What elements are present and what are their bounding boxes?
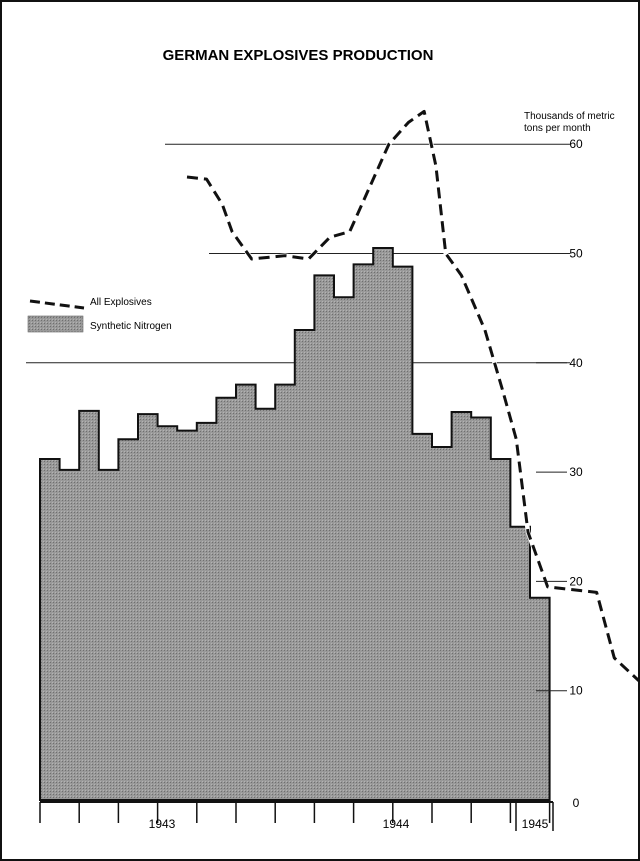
synthetic-nitrogen-bar bbox=[432, 447, 452, 800]
synthetic-nitrogen-bar bbox=[197, 423, 217, 800]
x-year-label-1943: 1943 bbox=[148, 817, 176, 831]
chart-svg bbox=[2, 2, 638, 859]
synthetic-nitrogen-bar bbox=[275, 385, 295, 800]
synthetic-nitrogen-bar bbox=[530, 598, 550, 800]
synthetic-nitrogen-bar bbox=[373, 248, 393, 800]
legend-swatch-synthetic-nitrogen bbox=[28, 316, 83, 332]
synthetic-nitrogen-bar bbox=[471, 417, 491, 800]
synthetic-nitrogen-bar bbox=[177, 431, 197, 800]
legend-swatch-all-explosives bbox=[30, 301, 84, 308]
x-axis bbox=[40, 802, 553, 831]
synthetic-nitrogen-bar bbox=[491, 459, 511, 800]
synthetic-nitrogen-bar bbox=[60, 470, 80, 800]
y-tick-label: 60 bbox=[569, 137, 583, 152]
synthetic-nitrogen-bar bbox=[79, 411, 99, 800]
y-tick-label: 30 bbox=[569, 465, 583, 480]
synthetic-nitrogen-bar bbox=[138, 414, 158, 800]
y-axis-label-line-1: Thousands of metric bbox=[524, 111, 615, 122]
synthetic-nitrogen-bar bbox=[510, 527, 530, 800]
synthetic-nitrogen-bar bbox=[452, 412, 472, 800]
synthetic-nitrogen-bar bbox=[216, 398, 236, 800]
synthetic-nitrogen-bar bbox=[354, 264, 374, 800]
synthetic-nitrogen-bar bbox=[295, 330, 315, 800]
y-tick-label: 0 bbox=[572, 796, 580, 810]
y-tick-label: 20 bbox=[569, 574, 583, 589]
synthetic-nitrogen-bar bbox=[118, 439, 138, 800]
synthetic-nitrogen-bar bbox=[412, 434, 432, 800]
legend-label-synthetic-nitrogen: Synthetic Nitrogen bbox=[90, 321, 172, 332]
synthetic-nitrogen-bar bbox=[40, 459, 60, 800]
synthetic-nitrogen-bar bbox=[334, 297, 354, 800]
legend bbox=[28, 297, 172, 332]
chart-title: GERMAN EXPLOSIVES PRODUCTION bbox=[162, 47, 434, 64]
y-tick-label: 50 bbox=[569, 246, 583, 261]
synthetic-nitrogen-bar bbox=[236, 385, 256, 800]
x-year-label-1944: 1944 bbox=[382, 817, 410, 831]
x-year-label-1945: 1945 bbox=[521, 817, 549, 831]
y-axis-label-line-2: tons per month bbox=[524, 123, 591, 134]
synthetic-nitrogen-bar bbox=[314, 275, 334, 800]
synthetic-nitrogen-bar bbox=[99, 470, 119, 800]
y-tick-label: 10 bbox=[569, 683, 583, 698]
synthetic-nitrogen-bar bbox=[158, 426, 178, 800]
synthetic-nitrogen-bar bbox=[393, 267, 413, 800]
legend-label-all-explosives: All Explosives bbox=[90, 297, 152, 308]
synthetic-nitrogen-bar bbox=[256, 409, 276, 800]
y-tick-label: 40 bbox=[569, 355, 583, 370]
